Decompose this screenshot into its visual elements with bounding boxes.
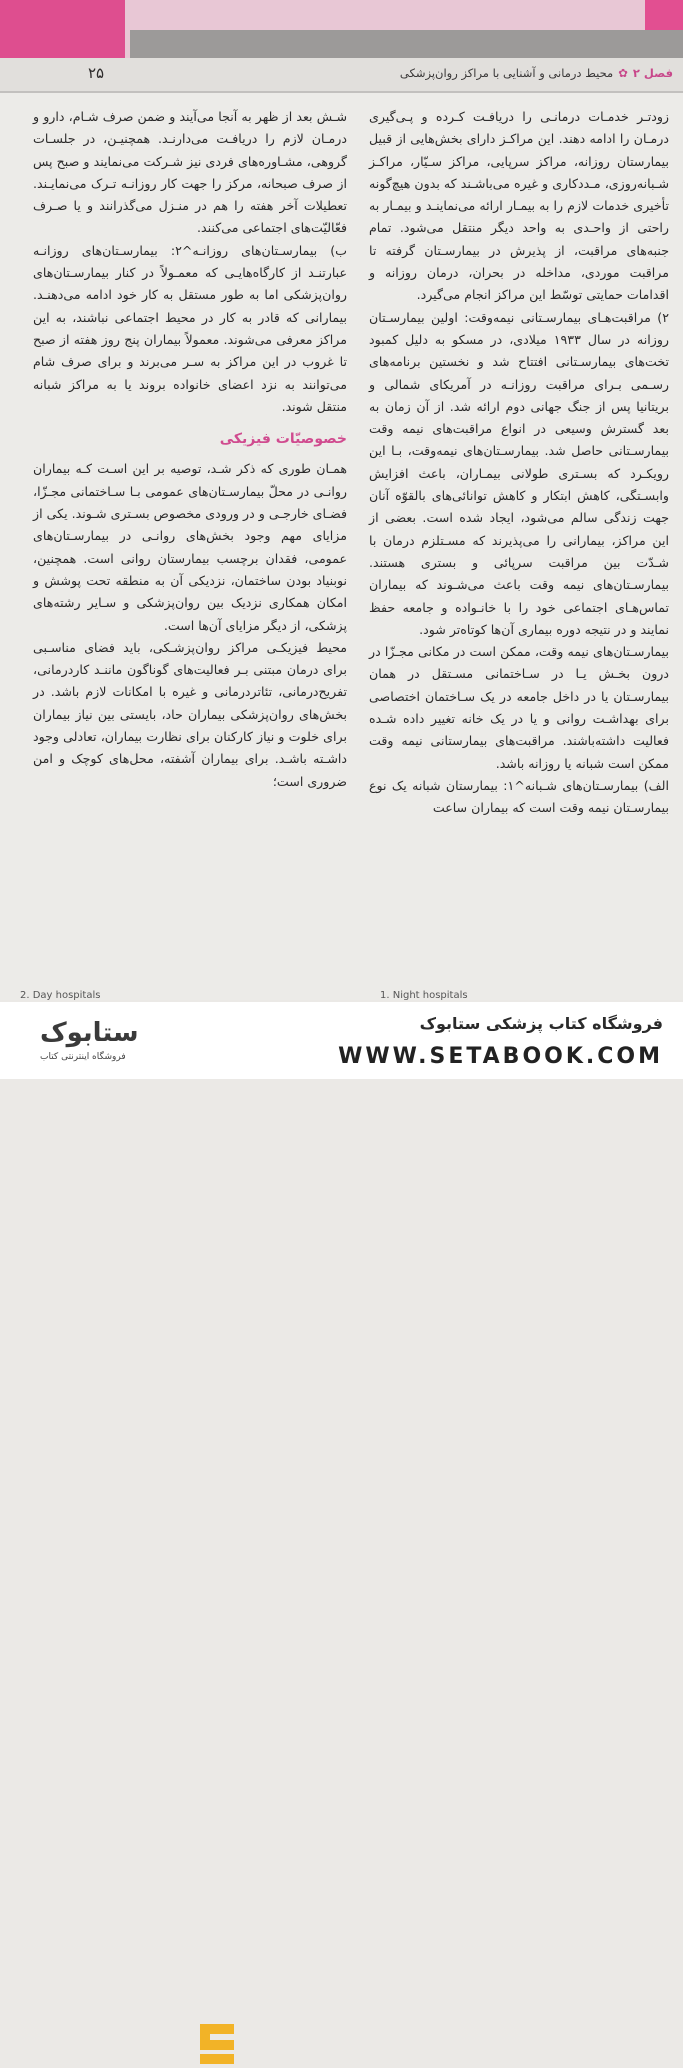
section-title: خصوصیّات فیزیکی — [219, 431, 347, 448]
right-column — [369, 106, 669, 820]
logo-wordmark: ستابوک — [40, 1018, 139, 1048]
chapter-label: فصل ۲ — [632, 66, 673, 80]
paragraph: شـش بعد از ظهر به آنجا می‌آیند و ضمن صرف شـام، دارو و درمـان لازم را دریافـت می‌دارنـد. همچنیـن، در جلسـات گروهی، مشـاوره‌های فردی نیز شـرکت می‌نمایند و صبح پس از صرف صبحانه، مرکز را جهت کار روزانـه تـرک می‌نمایـند. تعطیلات آخر هفته را هم در منـزل می‌گذرانند و یا صـرف فعّالیّت‌های اجتماعی می‌کنند. — [33, 109, 347, 236]
shop-name: فروشگاه کتاب پزشکی ستابوک — [419, 1014, 663, 1033]
chapter-title: محیط درمانی و آشنایی با مراکز روان‌پزشکی — [399, 66, 614, 80]
paragraph: همـان طوری که ذکر شـد، توصیه بر این اسـت کـه بیماران روانـی در محلّ بیمارسـتان‌های عمومی بـا سـاختمانی مجـزّا، فضـای خارجـی و در ورودی مخصوص بسـتری شـوند. یکی از مزایای مهم وجود بخش‌های روانـی در بیمارسـتان‌های عمومی، فقدان برچسب بیمارستان روانی است. همچنین، نوبنیاد بودن ساختمان، نزدیکی آن به منطقه تحت پوشش و امکان همکاری نزدیک بین روان‌پزشکی و سـایر رشته‌های پزشکی، از دیگر مزایای آن‌ها است. — [33, 461, 347, 633]
header-gray-bar — [130, 30, 683, 58]
left-column — [33, 106, 347, 793]
logo-subtitle: فروشگاه اینترنتی کتاب — [40, 1052, 126, 1062]
page-number: ۲۵ — [88, 64, 105, 82]
paragraph: محیط فیزیکـی مراکز روان‌پزشـکی، باید فضای مناسـبی برای درمان مبتنی بـر فعالیت‌های گوناگون ماننـد کاردرمانی، تفریح‌درمانی، تئاتردرمانی و غیره با امکانات لازم باشد. در بخش‌های روان‌پزشکی بیماران حاد، بایستی بین نیاز بیماران برای خلوت و نیاز کارکنان برای نظارت بیماران، تعادلی وجود داشـته باشـد. برای بیماران آشفته، محل‌های کوچک و امن ضروری است؛ — [33, 639, 347, 789]
paragraph-part-time-care: ۲) مراقبت‌هـای بیمارسـتانی نیمه‌وقت: اولین بیمارسـتان روزانه در سال ۱۹۳۳ میلادی، در مسکو به دلیل کمبود تخت‌های بیمارسـتانی افتتاح شد و نخستین برنامه‌های رسـمی بـرای مراقبت روزانـه در آمریکای شمالی و بریتانیا پس از جنگ جهانی دوم ارائه شد. از آن زمان به بعد گسترش وسیعی در انواع مراقبت‌های نیمه وقت بیمارسـتانی حاصل شد. بیمارسـتان‌های نیمه‌وقت، بـا این رویکـرد که بسـتری طولانی بیمـاران، باعث افزایش وابسـتگی، کاهش ابتکار و کاهش توانائی‌های بالقوّه آنان جهت زندگی سالم می‌شود، ایجاد شده است. بعضی از این مراکز، بیمارانی را می‌پذیرند که مسـتلزم درمان با شـدّت بین مراقبت سرپائی و بستری هستند. بیمارسـتان‌های نیمه وقت باعث می‌شـوند که بیماران تماس‌هـای اجتماعی خود را با خانـواده و جامعه حفظ نمایند و در نتیجه دوره بیماری آن‌ها کوتاه‌تر شود. — [369, 309, 669, 637]
header-pink-block — [0, 0, 125, 58]
footnote-left: 2. Day hospitals — [20, 990, 101, 1000]
paragraph: زودتـر خدمـات درمانـی را دریافـت کـرده و پـی‌گیری درمـان را ادامه دهند. این مراکـز دارای بخش‌هایی از قبیل بیمارستان روزانه، مراکز سرپایی، مراکز سـیّار، مراکـز شـبانه‌روزی، مـددکاری و غیره می‌باشـند که بدون هیچ‌گونه تأخیری خدمات لازم را به بیمـار ارائه می‌نماینـد و بیمـار به راحتی از واحـدی به واحد دیگر منتقل می‌شود. تمام جنبه‌های مراقبت، از پذیرش در بیمارسـتان گرفته تا مراقبت موردی، مداخله در بحران، درمان روزانه و اقدامات حمایتی توسّط این مراکز انجام می‌گیرد. — [369, 109, 669, 303]
book-page — [0, 0, 683, 1000]
header-divider — [0, 91, 683, 93]
separator-icon: ✿ — [618, 66, 628, 80]
shop-url[interactable]: WWW.SETABOOK.COM — [338, 1044, 663, 1069]
paragraph-day-hospitals: ب) بیمارسـتان‌های روزانـه^۲: بیمارسـتان‌های روزانـه عبارتنـد از کارگاه‌هایـی که معمـولاً در کنار بیمارسـتان‌های روان‌پزشکی اما به طور مستقل به کار خود ادامه می‌دهنـد. بیمارانی که قادر به کار در محیط اجتماعی نباشند، به این مراکز معرفی می‌شوند. معمولاً بیماران پنج روز هفته از صبح تا غروب در این مراکز به سـر می‌برند و برای صرف شام می‌توانند به نزد اعضای خانواده بروند یا به مراکز شبانه منتقل شوند. — [33, 242, 347, 414]
paragraph-night-hospitals: الف) بیمارسـتان‌های شـبانه^۱: بیمارستان شبانه یک نوع بیمارسـتان نیمه وقت است که بیماران ساعت — [369, 777, 669, 816]
running-header-title — [400, 66, 673, 80]
paragraph: بیمارسـتان‌های نیمه وقت، ممکن است در مکانی مجـزّا در درون بخـش یـا در سـاختمانی مسـتقل در همان بیمارسـتان یا در داخل جامعه در یک سـاختمان اختصاصی برای بهداشـت روانی و یا در یک خانه تغییر داده شـده فعالیت داشته‌باشند. مراقبت‌های بیمارستانی نیمه وقت ممکن است شبانه یا روزانه باشد. — [369, 644, 669, 771]
setabook-logo-icon — [196, 2020, 238, 2068]
footnote-right: 1. Night hospitals — [380, 990, 468, 1000]
